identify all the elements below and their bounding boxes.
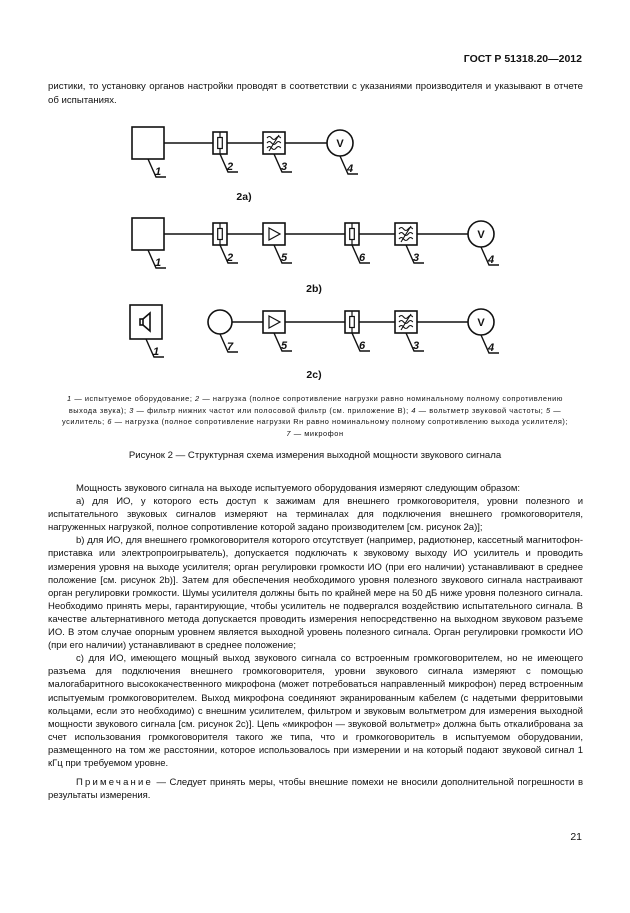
reference-number: 2 [227,161,234,173]
legend-text-4: — вольтметр звуковой частоты; [416,405,546,415]
speaker-block [130,305,162,339]
voltmeter-symbol: V [477,229,485,241]
resistor-icon [350,229,355,240]
legend-number-1: 1 [67,394,72,403]
reference-number: 2 [227,252,234,264]
block-diagrams [0,116,630,391]
reference-number: 6 [359,340,366,352]
wave-icon [399,228,413,231]
reference-number: 6 [359,252,366,264]
wave-icon [399,238,413,241]
diagram-label: 2b) [306,283,322,295]
reference-number: 1 [153,346,160,358]
amplifier-block [263,311,285,333]
body-text [48,482,583,802]
resistor-icon [218,138,223,149]
voltmeter-symbol: V [477,317,485,329]
reference-number: 4 [488,254,495,266]
figure-legend [60,393,570,439]
document-header: ГОСТ Р 51318.20—2012 [463,53,582,65]
legend-number-7: 7 [286,428,292,438]
speaker-magnet [140,319,143,325]
figure-2 [0,116,630,396]
legend-number-5: 5 [545,405,551,415]
reference-number: 3 [281,161,288,173]
reference-number: 1 [155,257,162,269]
legend-text-2: — нагрузка (полное сопротивление нагрузки равно номинальному полному сопротивлению выхода звука); [68,394,563,415]
reference-number: 3 [413,340,420,352]
legend-text-1: — испытуемое оборудование; [71,394,196,403]
legend-text-5: — усилитель; [61,405,562,427]
paragraph-case-c: с) для ИО, имеющего мощный выход звукового сигнала со встроенным громкоговорителем, но не имеющего разъема для подключения внешнего громкоговорителя, уровни звукового сигнала измеряют с помощью малогабаритного высококачественного микрофона (может потребоваться направленный микрофон) перед встроенным испытуемым громкоговорителем. Выход микрофона соединяют экранированным кабелем (с надетыми ферритовыми кольцами, если это необходимо) с внешним усилителем, фильтром и звуковым вольтметром для измерения выходной мощности звукового сигнала [см. рисунок 2с)]. Цепь «микрофон — звуковой вольтметр» должна быть откалибрована за счет использования громкоговорителя такого же типа, что и громкоговоритель в испытуемом оборудовании, размещенного на том же расстоянии, которое использовалось при измерении и на который подают звуковой сигнал 1 кГц при требуемом уровне. [48,653,583,769]
reference-number: 3 [413,252,420,264]
wave-icon [399,316,413,319]
figure-caption: Рисунок 2 — Структурная схема измерения выходной мощности звукового сигнала [128,450,502,461]
legend-number-4: 4 [411,405,417,415]
paragraph-case-a: а) для ИО, у которого есть доступ к зажимам для внешнего громкоговорителя, уровни полезного и испытательного звуковых сигналов измеряют на терминалах для подключения внешнего громкоговорителя, нагруженных нагрузкой, полное сопротивление которой задано производителем [см. рисунок 2а)]; [48,496,583,534]
note-text: — Следует принять меры, чтобы внешние помехи не вносили дополнительной погрешности в результаты измерения. [48,777,583,802]
diagram-2a) [132,127,358,203]
reference-number: 4 [347,163,354,175]
resistor-icon [218,229,223,240]
paragraph-case-b: b) для ИО, для внешнего громкоговорителя которого отсутствует (например, радиотюнер, кассетный магнитофон-приставка или электропроигрыватель), допускается подключать к звуковому выходу ИО усилитель и проводить измерения уровня на выходе усилителя; орган регулировки громкости ИО (при его наличии) устанавливают в среднее положение [см. рисунок 2b)]. Затем для обеспечения необходимого уровня полезного звукового сигнала настраивают орган регулировки громкости. Шумы усилителя должны быть по крайней мере на 50 дБ ниже уровня полезного сигнала. Необходимо принять меры, гарантирующие, чтобы усилитель не подвергался воздействию испытательного сигнала. В качестве альтернативного метода допускается проводить измерения непосредственно на выходном звуковом разъеме ИО. В этом случае опорным уровнем является выходной уровень полезного сигнала. Орган регулировки громкости ИО (при его наличии) устанавливают в среднее положение; [48,535,583,652]
note-label: Примечание [76,777,153,789]
reference-number: 5 [281,340,288,352]
diagram-label: 2c) [306,369,322,381]
source-block [132,218,164,250]
note-paragraph [48,776,583,802]
voltmeter-symbol: V [336,138,344,150]
intro-paragraph: ристики, то установку органов настройки проводят в соответствии с указаниями производителя и указывают в отчете об испытаниях. [48,81,583,106]
diagram-2b) [132,218,499,295]
reference-number: 1 [155,166,162,178]
legend-number-3: 3 [129,405,134,415]
wave-icon [399,326,413,329]
resistor-icon [350,317,355,328]
microphone-block [208,310,232,334]
reference-number: 5 [281,252,288,264]
reference-number: 4 [488,342,495,354]
legend-text-3: — фильтр нижних частот или полосовой фильтр (см. приложение В); [133,405,412,415]
triangle-icon [269,228,280,240]
speaker-cone [143,313,150,331]
legend-text-7: — микрофон [291,428,344,438]
amplifier-block [263,223,285,245]
diagram-label: 2a) [236,191,252,203]
legend-number-6: 6 [107,417,113,427]
source-block [132,127,164,159]
diagram-2c) [130,305,499,381]
reference-number: 7 [227,341,234,353]
legend-text-6: — нагрузка (полное сопротивление нагрузки Rн равно номинальному полному сопротивлению выхода усилителя); [112,417,569,427]
page-number: 21 [570,831,582,843]
paragraph-method-intro: Мощность звукового сигнала на выходе испытуемого оборудования измеряют следующим образом: [76,483,521,494]
triangle-icon [269,316,280,328]
wave-icon [267,147,281,150]
wave-icon [267,137,281,140]
legend-number-2: 2 [195,394,200,403]
